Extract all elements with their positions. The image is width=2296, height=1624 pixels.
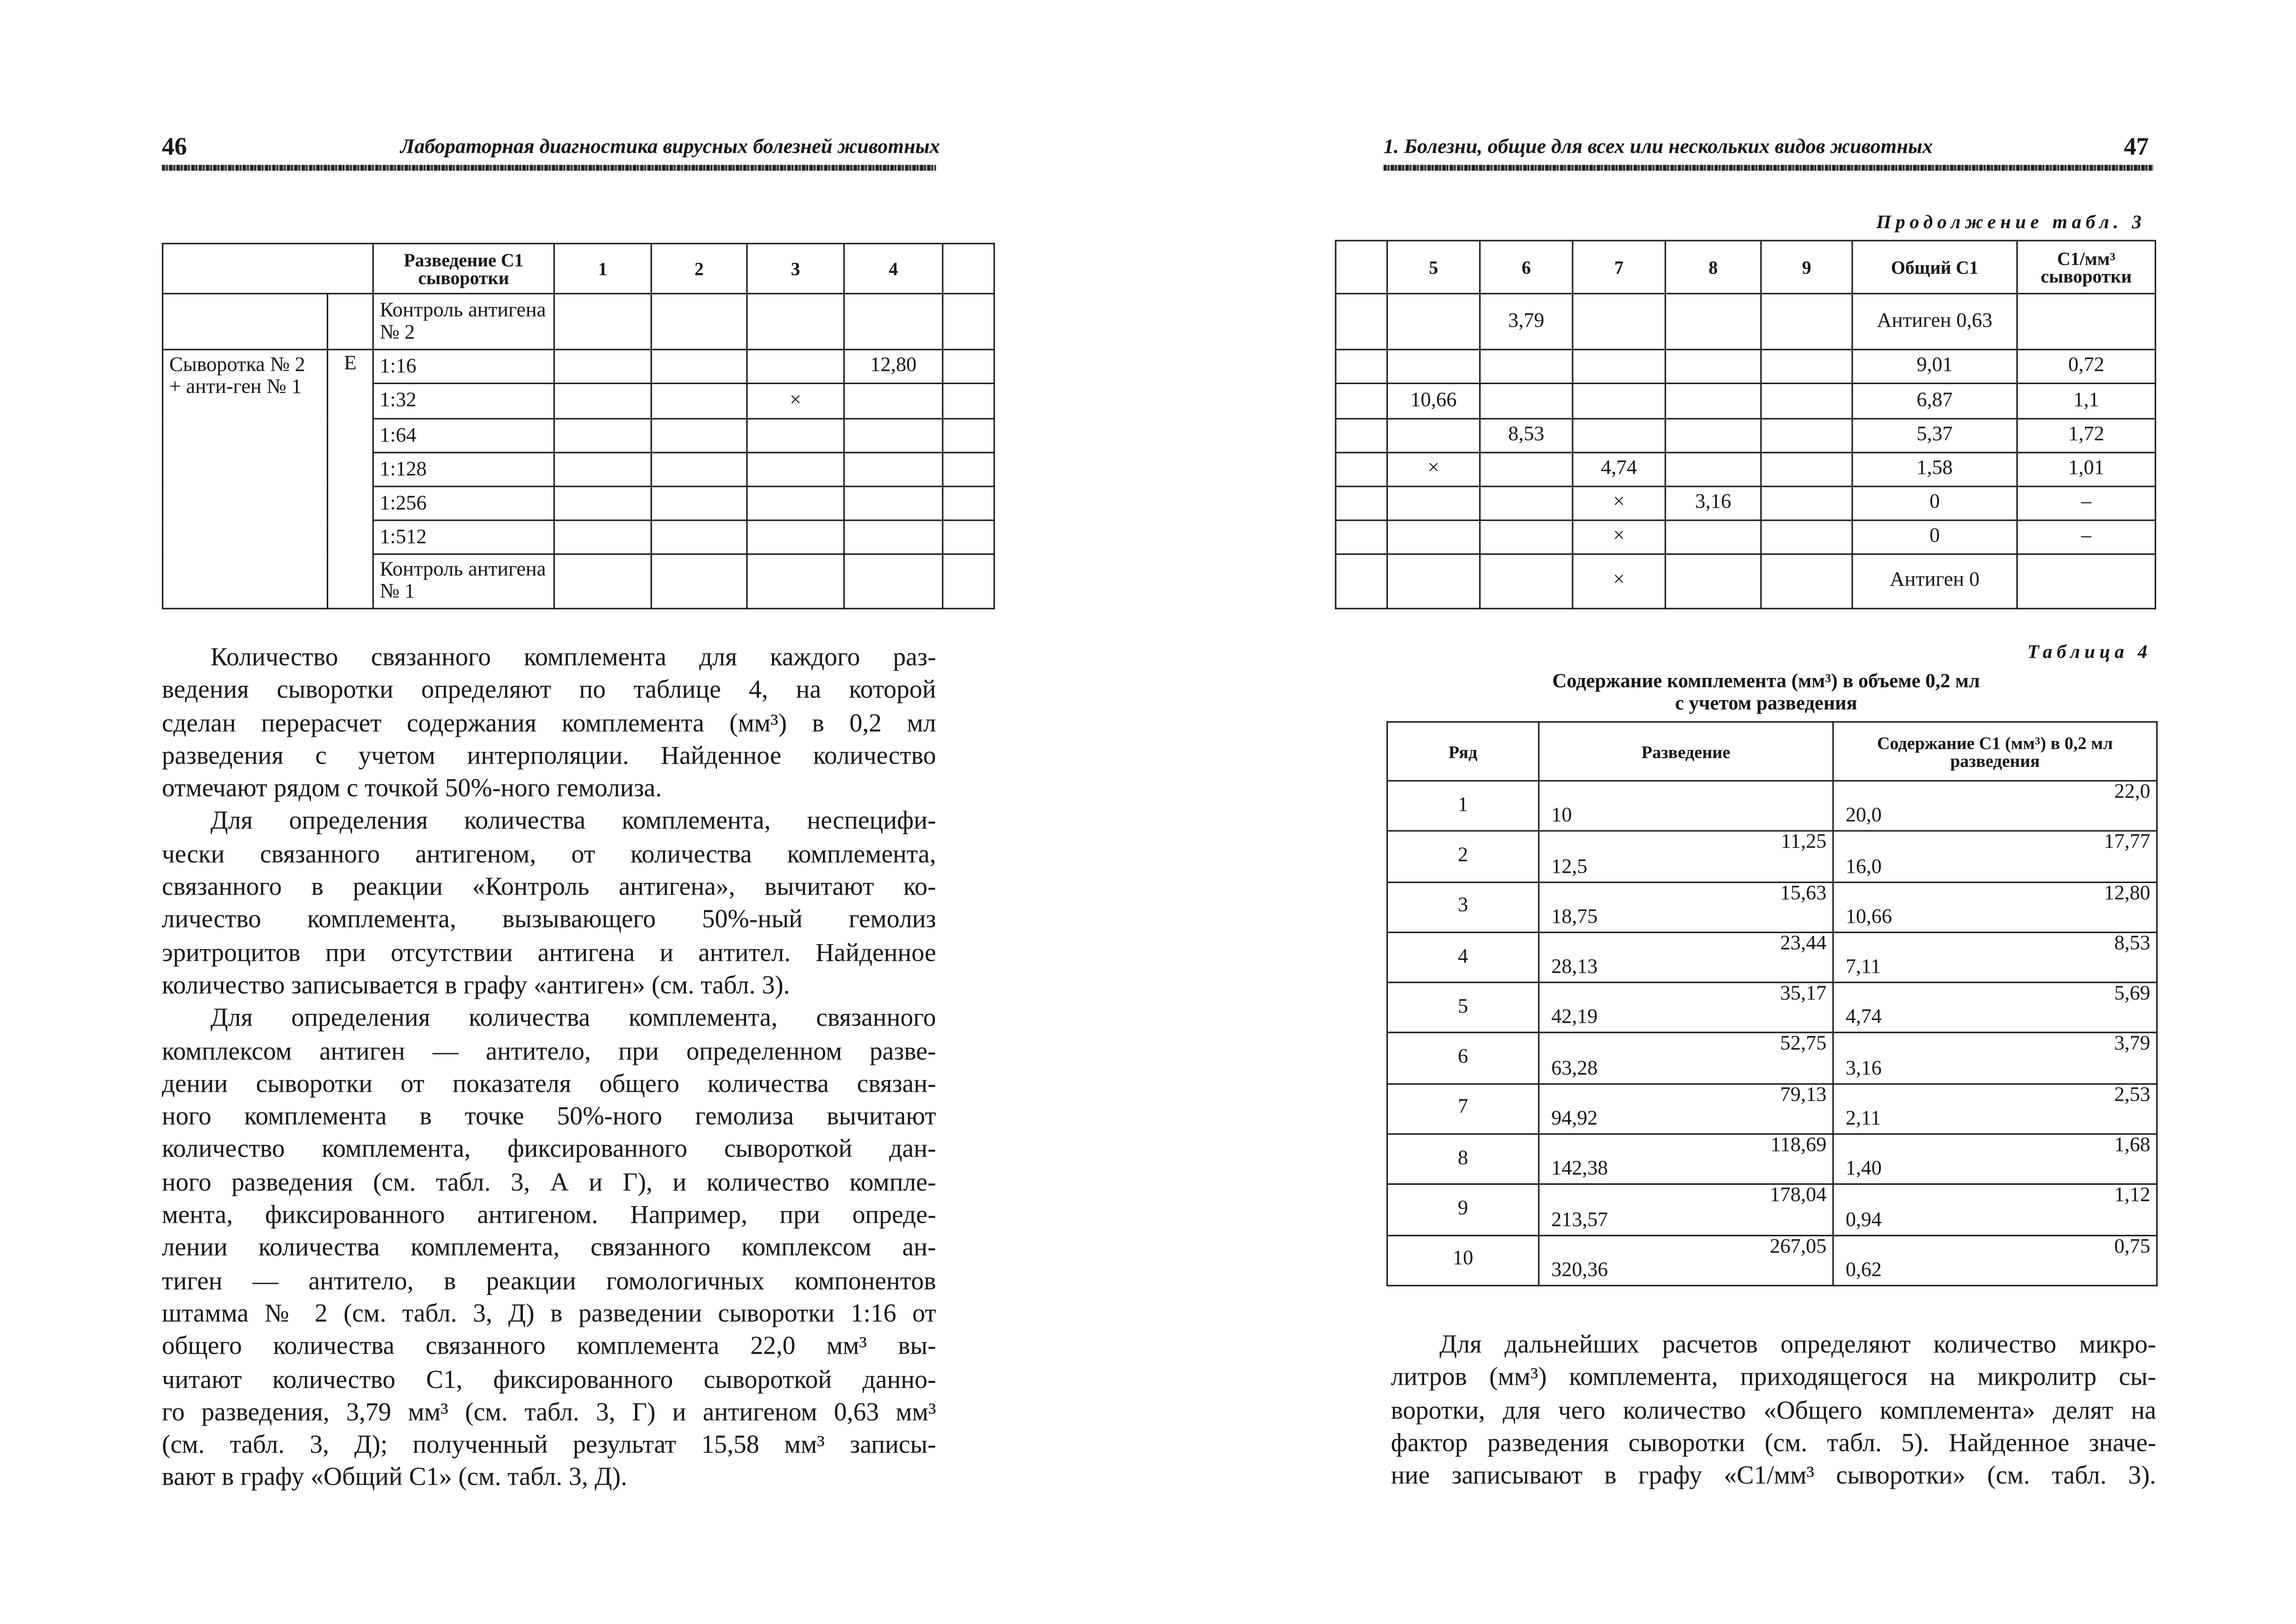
dilution-interpolated: 52,75 bbox=[1780, 1033, 1827, 1056]
table-row bbox=[1387, 1235, 2157, 1286]
content-interpolated: 1,68 bbox=[2114, 1135, 2151, 1157]
value-cell bbox=[747, 419, 844, 453]
value-cell bbox=[747, 293, 844, 349]
content-cell bbox=[1833, 831, 2157, 882]
text-line: общего количества связанного комплемента 22,0 мм³ вы- bbox=[162, 1331, 936, 1361]
value-cell bbox=[1336, 419, 1387, 453]
value-cell bbox=[1387, 349, 1480, 383]
table-row bbox=[1336, 453, 2155, 486]
left-body-text bbox=[162, 640, 936, 1493]
value-cell: – bbox=[2017, 486, 2155, 520]
value-cell bbox=[1480, 349, 1573, 383]
value-cell bbox=[1761, 293, 1852, 349]
table-row bbox=[1336, 520, 2155, 554]
value-cell bbox=[1665, 383, 1761, 418]
value-cell bbox=[1573, 419, 1665, 453]
value-cell bbox=[943, 520, 994, 554]
text-line: дении сыворотки от показателя общего количества связан- bbox=[162, 1068, 936, 1098]
value-cell bbox=[1387, 293, 1480, 349]
header-blank-cell bbox=[162, 243, 373, 293]
value-cell bbox=[651, 554, 747, 609]
group-letter: Е bbox=[328, 349, 373, 609]
text-line: эритроцитов при отсутствии антигена и антител. Найденное bbox=[162, 937, 936, 967]
content-interpolated: 17,77 bbox=[2103, 832, 2151, 854]
text-line: Количество связанного комплемента для каждого раз- bbox=[210, 641, 936, 672]
value-cell bbox=[1761, 520, 1852, 554]
value-cell bbox=[1336, 486, 1387, 520]
content-value: 7,11 bbox=[1845, 957, 1881, 979]
table-row bbox=[1336, 293, 2155, 349]
header-column: 5 bbox=[1387, 241, 1480, 293]
dilution-interpolated: 79,13 bbox=[1780, 1084, 1827, 1107]
value-cell bbox=[1665, 453, 1761, 486]
value-cell: 3,16 bbox=[1665, 486, 1761, 520]
row-number-cell: 4 bbox=[1387, 932, 1539, 983]
value-cell bbox=[943, 293, 994, 349]
dilution-interpolated: 178,04 bbox=[1770, 1185, 1827, 1207]
value-cell: × bbox=[1573, 520, 1665, 554]
value-cell bbox=[1336, 453, 1387, 486]
dilution-cell: 1:256 bbox=[373, 486, 554, 520]
value-cell bbox=[2017, 293, 2155, 349]
header-column: Содержание C1 (мм³) в 0,2 мл разведения bbox=[1833, 722, 2157, 781]
value-cell bbox=[844, 419, 943, 453]
header-column: 7 bbox=[1573, 241, 1665, 293]
left-running-title: Лабораторная диагностика вирусных болезней животных bbox=[400, 137, 940, 159]
header-column: 8 bbox=[1665, 241, 1761, 293]
value-cell: × bbox=[747, 383, 844, 418]
dilution-interpolated: 267,05 bbox=[1770, 1236, 1827, 1258]
dilution-cell bbox=[1539, 1134, 1833, 1185]
dilution-value: 28,13 bbox=[1551, 957, 1598, 979]
value-cell bbox=[943, 349, 994, 383]
header-column: 3 bbox=[747, 243, 844, 293]
value-cell bbox=[844, 383, 943, 418]
value-cell bbox=[1336, 554, 1387, 609]
content-value: 4,74 bbox=[1845, 1007, 1882, 1030]
text-line: количество записывается в графу «антиген» (см. табл. 3). bbox=[162, 970, 790, 1000]
table-header-row bbox=[1336, 241, 2155, 293]
dilution-cell: 1:128 bbox=[373, 453, 554, 486]
value-cell bbox=[554, 520, 651, 554]
content-cell bbox=[1833, 932, 2157, 983]
value-cell bbox=[554, 453, 651, 486]
value-cell bbox=[943, 554, 994, 609]
right-header-rule bbox=[1383, 165, 2153, 171]
text-line: Для дальнейших расчетов определяют количество микро- bbox=[1439, 1329, 2156, 1359]
left-header-rule bbox=[162, 165, 936, 171]
value-cell bbox=[1573, 293, 1665, 349]
header-column bbox=[943, 243, 994, 293]
value-cell bbox=[943, 419, 994, 453]
table-row bbox=[1387, 1134, 2157, 1185]
value-cell: 0,72 bbox=[2017, 349, 2155, 383]
row-number-cell: 8 bbox=[1387, 1134, 1539, 1185]
value-cell bbox=[651, 520, 747, 554]
value-cell bbox=[1761, 554, 1852, 609]
value-cell bbox=[1336, 520, 1387, 554]
dilution-interpolated: 15,63 bbox=[1780, 882, 1827, 905]
text-line: количество комплемента, фиксированного сывороткой дан- bbox=[162, 1134, 936, 1164]
row-number-cell: 1 bbox=[1387, 781, 1539, 831]
header-column bbox=[1336, 241, 1387, 293]
text-line: (см. табл. 3, Д); полученный результат 15,58 мм³ записы- bbox=[162, 1429, 936, 1459]
content-cell bbox=[1833, 781, 2157, 831]
dilution-interpolated: 35,17 bbox=[1780, 983, 1827, 1006]
value-cell bbox=[844, 453, 943, 486]
value-cell: 1,1 bbox=[2017, 383, 2155, 418]
table-row bbox=[1387, 1083, 2157, 1134]
table-row bbox=[162, 349, 994, 383]
value-cell: 4,74 bbox=[1573, 453, 1665, 486]
content-cell bbox=[1833, 1235, 2157, 1286]
content-interpolated: 1,12 bbox=[2114, 1185, 2151, 1207]
value-cell bbox=[554, 486, 651, 520]
value-cell bbox=[1480, 383, 1573, 418]
row-number-cell: 9 bbox=[1387, 1185, 1539, 1235]
value-cell bbox=[1761, 349, 1852, 383]
value-cell: 3,79 bbox=[1480, 293, 1573, 349]
dilution-value: 18,75 bbox=[1551, 906, 1598, 929]
right-running-title: 1. Болезни, общие для всех или нескольких видов животных bbox=[1383, 137, 1933, 159]
dilution-value: 94,92 bbox=[1551, 1108, 1598, 1131]
content-cell bbox=[1833, 1134, 2157, 1185]
value-cell bbox=[1336, 293, 1387, 349]
value-cell bbox=[554, 293, 651, 349]
dilution-value: 12,5 bbox=[1551, 856, 1587, 878]
value-cell bbox=[1761, 419, 1852, 453]
content-interpolated: 12,80 bbox=[2103, 882, 2151, 905]
text-line: отмечают рядом с точкой 50%-ного гемолиза. bbox=[162, 773, 662, 803]
value-cell bbox=[1665, 293, 1761, 349]
value-cell: 0 bbox=[1852, 520, 2017, 554]
text-line: воротки, для чего количество «Общего комплемента» делят на bbox=[1391, 1394, 2156, 1425]
value-cell: 0 bbox=[1852, 486, 2017, 520]
text-line: мента, фиксированного антигеном. Например, при опреде- bbox=[162, 1199, 936, 1229]
table-header-row bbox=[1387, 722, 2157, 781]
table4-title bbox=[1398, 670, 2134, 714]
dilution-value: 63,28 bbox=[1551, 1058, 1598, 1080]
value-cell bbox=[554, 419, 651, 453]
content-cell bbox=[1833, 983, 2157, 1033]
table-row bbox=[1387, 983, 2157, 1033]
value-cell bbox=[1336, 349, 1387, 383]
table-row bbox=[1387, 1185, 2157, 1235]
value-cell bbox=[747, 453, 844, 486]
header-column: 1 bbox=[554, 243, 651, 293]
content-cell bbox=[1833, 1033, 2157, 1083]
value-cell bbox=[943, 453, 994, 486]
table-row bbox=[1387, 781, 2157, 831]
content-value: 10,66 bbox=[1845, 906, 1892, 929]
dilution-value: 10 bbox=[1551, 805, 1572, 828]
value-cell bbox=[1480, 520, 1573, 554]
dilution-cell: Контроль антигена № 1 bbox=[373, 554, 554, 609]
row-number-cell: 7 bbox=[1387, 1083, 1539, 1134]
dilution-cell bbox=[1539, 1033, 1833, 1083]
value-cell bbox=[1387, 486, 1480, 520]
text-line: литров (мм³) комплемента, приходящегося на микролитр сы- bbox=[1391, 1362, 2156, 1392]
dilution-cell bbox=[1539, 932, 1833, 983]
row-number-cell: 5 bbox=[1387, 983, 1539, 1033]
header-dilution: Разведение C1 сыворотки bbox=[373, 243, 554, 293]
text-line: читают количество C1, фиксированного сывороткой данно- bbox=[162, 1363, 936, 1394]
text-line: связанного в реакции «Контроль антигена», вычитают ко- bbox=[162, 871, 936, 901]
value-cell bbox=[844, 486, 943, 520]
value-cell bbox=[1573, 383, 1665, 418]
dilution-value: 320,36 bbox=[1551, 1260, 1608, 1282]
table4-title-line: с учетом разведения bbox=[1675, 691, 1857, 714]
label-cell bbox=[162, 293, 327, 349]
value-cell: Антиген 0,63 bbox=[1852, 293, 2017, 349]
content-cell bbox=[1833, 1185, 2157, 1235]
value-cell bbox=[1480, 554, 1573, 609]
value-cell bbox=[554, 554, 651, 609]
table-row bbox=[162, 293, 994, 349]
text-line: ного разведения (см. табл. 3, А и Г), и количество компле- bbox=[162, 1167, 936, 1196]
content-interpolated: 8,53 bbox=[2114, 933, 2151, 955]
header-column: 6 bbox=[1480, 241, 1573, 293]
table-row bbox=[1336, 383, 2155, 418]
dilution-cell bbox=[1539, 983, 1833, 1033]
value-cell bbox=[1480, 453, 1573, 486]
header-column: 4 bbox=[844, 243, 943, 293]
value-cell bbox=[747, 520, 844, 554]
dilution-cell: Контроль антигена № 2 bbox=[373, 293, 554, 349]
value-cell bbox=[943, 383, 994, 418]
value-cell: – bbox=[2017, 520, 2155, 554]
row-number-cell: 10 bbox=[1387, 1235, 1539, 1286]
content-interpolated: 5,69 bbox=[2114, 983, 2151, 1006]
dilution-cell bbox=[1539, 882, 1833, 932]
letter-cell bbox=[328, 293, 373, 349]
table3-right-part bbox=[1335, 240, 2156, 609]
dilution-interpolated: 11,25 bbox=[1780, 832, 1827, 854]
value-cell bbox=[1665, 520, 1761, 554]
text-line: разведения с учетом интерполяции. Найденное количество bbox=[162, 740, 936, 770]
value-cell: 5,37 bbox=[1852, 419, 2017, 453]
value-cell bbox=[651, 349, 747, 383]
value-cell bbox=[554, 349, 651, 383]
dilution-interpolated: 23,44 bbox=[1780, 933, 1827, 955]
table-row bbox=[1387, 932, 2157, 983]
content-value: 3,16 bbox=[1845, 1058, 1882, 1080]
dilution-value: 42,19 bbox=[1551, 1007, 1598, 1030]
text-line: штамма № 2 (см. табл. 3, Д) в разведении сыворотки 1:16 от bbox=[162, 1298, 936, 1328]
text-line: личество комплемента, вызывающего 50%-ный гемолиз bbox=[162, 904, 936, 934]
value-cell: 1,58 bbox=[1852, 453, 2017, 486]
header-column: Разведение bbox=[1539, 722, 1833, 781]
value-cell: 1,72 bbox=[2017, 419, 2155, 453]
content-value: 20,0 bbox=[1845, 805, 1882, 828]
table-row bbox=[1336, 486, 2155, 520]
value-cell bbox=[651, 293, 747, 349]
value-cell bbox=[1665, 554, 1761, 609]
content-value: 0,94 bbox=[1845, 1209, 1882, 1232]
value-cell bbox=[747, 554, 844, 609]
right-page-number: 47 bbox=[2123, 132, 2149, 161]
value-cell: 10,66 bbox=[1387, 383, 1480, 418]
table-row bbox=[1387, 882, 2157, 932]
value-cell bbox=[554, 383, 651, 418]
value-cell bbox=[1761, 383, 1852, 418]
header-column: C1/мм³ сыворотки bbox=[2017, 241, 2155, 293]
text-line: лении количества комплемента, связанного комплексом ан- bbox=[162, 1232, 936, 1262]
value-cell: × bbox=[1573, 486, 1665, 520]
value-cell bbox=[844, 554, 943, 609]
right-body-text bbox=[1391, 1327, 2156, 1492]
text-line: тиген — антитело, в реакции гомологичных компонентов bbox=[162, 1265, 936, 1295]
dilution-cell: 1:64 bbox=[373, 419, 554, 453]
text-line: вают в графу «Общий C1» (см. табл. 3, Д). bbox=[162, 1462, 628, 1492]
text-line: Для определения количества комплемента, неспецифи- bbox=[210, 806, 936, 835]
content-value: 0,62 bbox=[1845, 1260, 1882, 1282]
dilution-cell: 1:16 bbox=[373, 349, 554, 383]
text-line: ние записывают в графу «C1/мм³ сыворотки» (см. табл. 3). bbox=[1391, 1460, 2156, 1490]
dilution-interpolated: 118,69 bbox=[1770, 1135, 1827, 1157]
value-cell bbox=[1665, 419, 1761, 453]
table4 bbox=[1387, 721, 2158, 1286]
content-interpolated: 0,75 bbox=[2114, 1236, 2151, 1258]
content-interpolated: 22,0 bbox=[2114, 781, 2151, 804]
value-cell bbox=[651, 383, 747, 418]
content-cell bbox=[1833, 882, 2157, 932]
value-cell bbox=[1573, 349, 1665, 383]
value-cell: 8,53 bbox=[1480, 419, 1573, 453]
value-cell bbox=[1761, 453, 1852, 486]
value-cell bbox=[1387, 554, 1480, 609]
value-cell: × bbox=[1387, 453, 1480, 486]
dilution-value: 142,38 bbox=[1551, 1158, 1608, 1181]
dilution-cell bbox=[1539, 1083, 1833, 1134]
text-line: ного комплемента в точке 50%-ного гемолиза вычитают bbox=[162, 1101, 936, 1131]
text-line: го разведения, 3,79 мм³ (см. табл. 3, Г) и антигеном 0,63 мм³ bbox=[162, 1396, 936, 1426]
value-cell bbox=[1336, 383, 1387, 418]
dilution-cell: 1:512 bbox=[373, 520, 554, 554]
text-line: фактор разведения сыворотки (см. табл. 5). Найденное значе- bbox=[1391, 1427, 2156, 1457]
dilution-cell bbox=[1539, 1235, 1833, 1286]
table3-left-part bbox=[162, 243, 995, 610]
value-cell bbox=[747, 486, 844, 520]
content-interpolated: 3,79 bbox=[2114, 1033, 2151, 1056]
value-cell: 9,01 bbox=[1852, 349, 2017, 383]
table-row bbox=[1336, 349, 2155, 383]
text-line: Для определения количества комплемента, связанного bbox=[210, 1002, 936, 1033]
text-line: чески связанного антигеном, от количества комплемента, bbox=[162, 838, 936, 868]
value-cell: Антиген 0 bbox=[1852, 554, 2017, 609]
value-cell bbox=[651, 486, 747, 520]
value-cell bbox=[651, 453, 747, 486]
group-label: Сыворотка № 2 + анти-ген № 1 bbox=[162, 349, 327, 609]
value-cell bbox=[1387, 419, 1480, 453]
header-column: Ряд bbox=[1387, 722, 1539, 781]
row-number-cell: 3 bbox=[1387, 882, 1539, 932]
value-cell: 6,87 bbox=[1852, 383, 2017, 418]
value-cell: 1,01 bbox=[2017, 453, 2155, 486]
value-cell bbox=[943, 486, 994, 520]
value-cell bbox=[651, 419, 747, 453]
table-header-row bbox=[162, 243, 994, 293]
content-value: 1,40 bbox=[1845, 1158, 1882, 1181]
table3-continuation-caption: Продолжение табл. 3 bbox=[1876, 210, 2146, 233]
value-cell: × bbox=[1573, 554, 1665, 609]
row-number-cell: 2 bbox=[1387, 831, 1539, 882]
value-cell: 12,80 bbox=[844, 349, 943, 383]
text-line: ведения сыворотки определяют по таблице 4, на которой bbox=[162, 674, 936, 704]
value-cell bbox=[1480, 486, 1573, 520]
value-cell bbox=[1761, 486, 1852, 520]
dilution-value: 213,57 bbox=[1551, 1209, 1608, 1232]
header-column: Общий C1 bbox=[1852, 241, 2017, 293]
dilution-cell bbox=[1539, 781, 1833, 831]
value-cell bbox=[844, 520, 943, 554]
value-cell bbox=[844, 293, 943, 349]
row-number-cell: 6 bbox=[1387, 1033, 1539, 1083]
dilution-cell: 1:32 bbox=[373, 383, 554, 418]
content-interpolated: 2,53 bbox=[2114, 1084, 2151, 1107]
value-cell bbox=[1665, 349, 1761, 383]
table4-caption: Таблица 4 bbox=[2027, 640, 2152, 663]
table-row bbox=[1387, 1033, 2157, 1083]
table4-title-line: Содержание комплемента (мм³) в объеме 0,2 мл bbox=[1552, 669, 1980, 692]
header-column: 2 bbox=[651, 243, 747, 293]
text-line: комплексом антиген — антитело, при определенном разве- bbox=[162, 1035, 936, 1065]
value-cell bbox=[2017, 554, 2155, 609]
table-row bbox=[1336, 419, 2155, 453]
text-line: сделан перерасчет содержания комплемента (мм³) в 0,2 мл bbox=[162, 707, 936, 737]
dilution-cell bbox=[1539, 831, 1833, 882]
header-column: 9 bbox=[1761, 241, 1852, 293]
value-cell bbox=[1387, 520, 1480, 554]
content-value: 16,0 bbox=[1845, 856, 1882, 878]
table-row bbox=[1387, 831, 2157, 882]
content-value: 2,11 bbox=[1845, 1108, 1881, 1131]
value-cell bbox=[747, 349, 844, 383]
table-row bbox=[1336, 554, 2155, 609]
left-page-number: 46 bbox=[162, 132, 187, 161]
dilution-cell bbox=[1539, 1185, 1833, 1235]
content-cell bbox=[1833, 1083, 2157, 1134]
